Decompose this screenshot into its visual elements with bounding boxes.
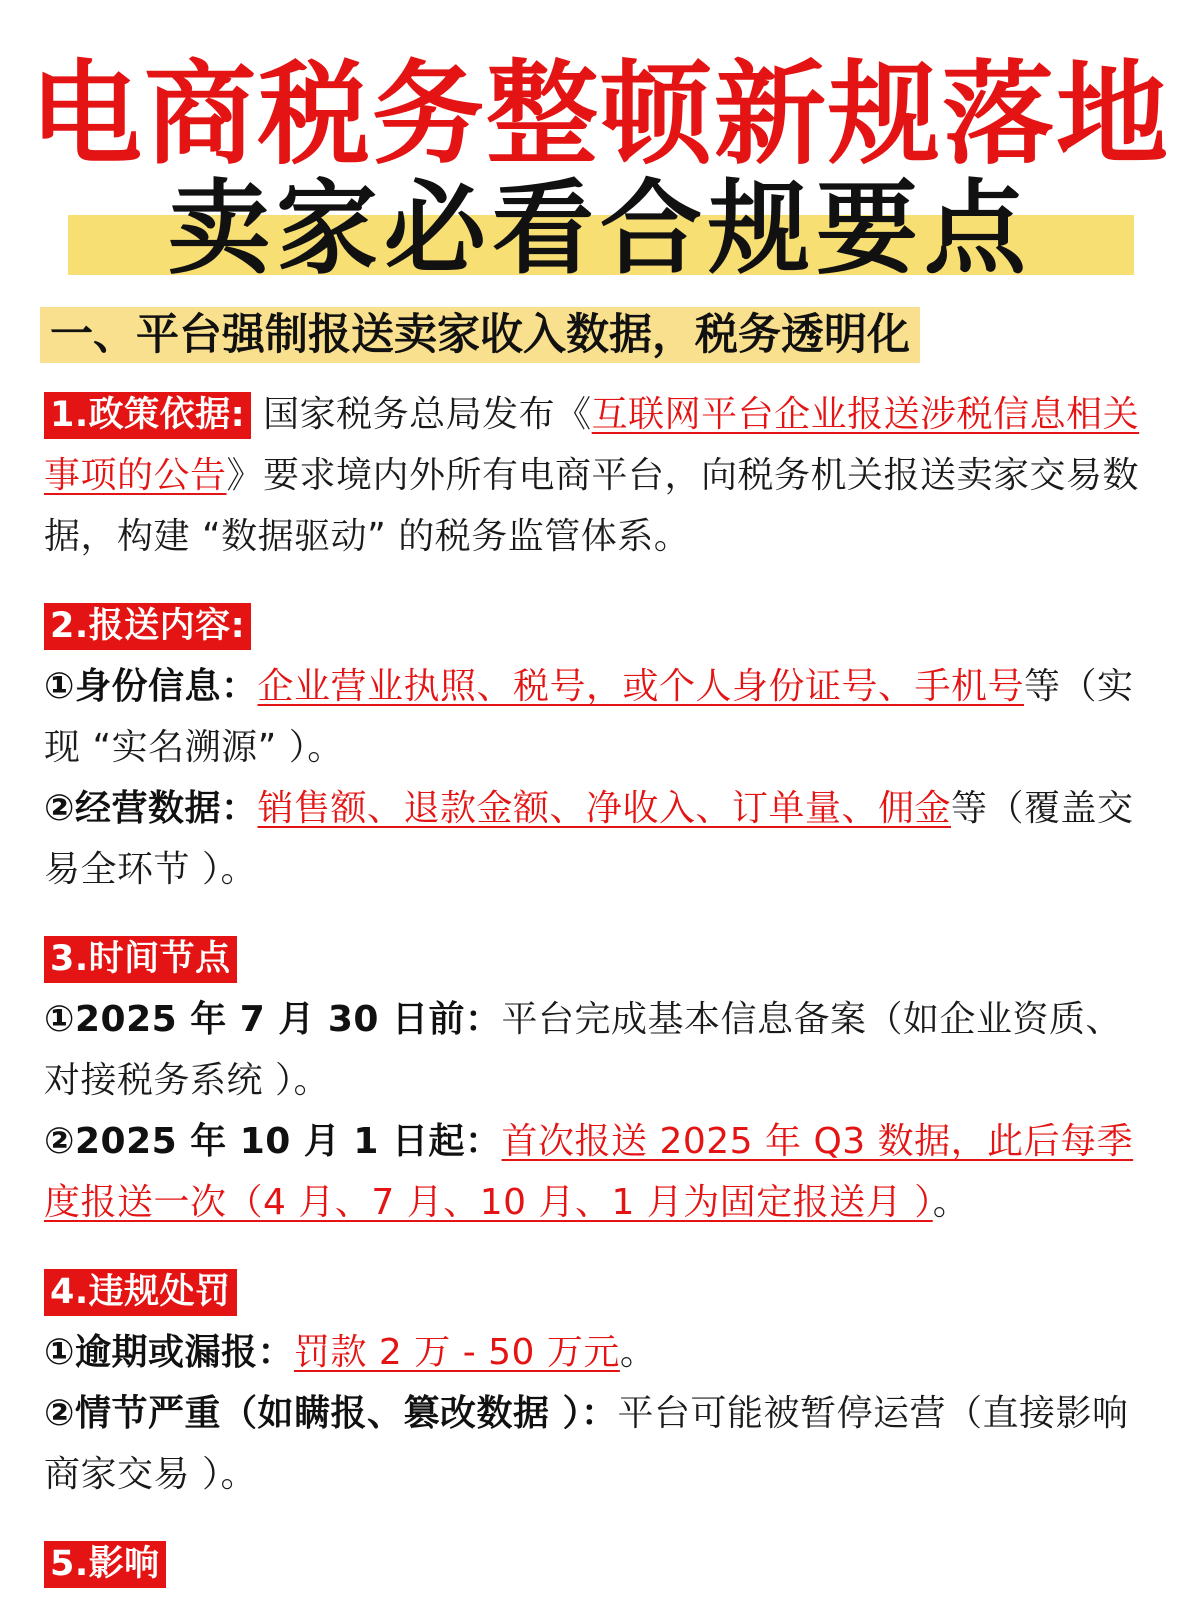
point-4-item-1-tail: 。 [619,1332,657,1373]
point-4-tag: 4.违规处罚 [44,1269,237,1316]
point-3-item-2 [44,1111,1156,1233]
point-2-item-2-label: ②经营数据： [44,788,258,829]
point-3-heading [44,928,1156,989]
announcement-link[interactable]: 互联网平台企业报送涉税信息相关事项的公告 [44,394,1140,496]
point-3-item-1-label: ①2025 年 7 月 30 日前： [44,999,502,1040]
point-5-tag: 5.影响 [44,1541,166,1588]
point-3-item-2-tail: 。 [932,1182,970,1223]
title-line-1: 电商税务整顿新规落地 [30,50,1170,180]
article-content [44,384,1156,1594]
point-4-item-2-label: ②情节严重（如瞒报、篡改数据 ）： [44,1393,618,1434]
point-2-item-1 [44,656,1156,778]
point-1 [44,384,1156,567]
point-1-tag: 1.政策依据: [44,392,251,439]
point-4-heading [44,1261,1156,1322]
point-2-item-2 [44,778,1156,900]
point-3-item-1 [44,989,1156,1111]
point-4-item-2 [44,1383,1156,1505]
point-2-heading [44,595,1156,656]
point-4-item-1 [44,1322,1156,1383]
point-4-item-2-text: 平台可能被暂停运营（直接影响商家交易 ）。 [44,1393,1129,1495]
point-4-item-1-label: ①逾期或漏报： [44,1332,294,1373]
point-3-item-2-label: ②2025 年 10 月 1 日起： [44,1121,502,1162]
point-2-item-1-label: ①身份信息： [44,666,258,707]
point-2-item-1-red: 企业营业执照、税号，或个人身份证号、手机号 [257,666,1024,707]
title-line-2: 卖家必看合规要点 [168,170,1032,289]
point-5-heading [44,1533,1156,1594]
point-2-item-2-tail: 等（覆盖交易全环节 ）。 [44,788,1134,890]
point-4-item-1-red: 罚款 2 万 - 50 万元 [293,1332,620,1373]
point-3-item-2-red: 首次报送 2025 年 Q3 数据，此后每季度报送一次（4 月、7 月、10 月、1 月为固定报送月 ） [44,1121,1134,1223]
section-heading: 一、平台强制报送卖家收入数据，税务透明化 [40,307,920,363]
point-1-text-b: 》要求境内外所有电商平台，向税务机关报送卖家交易数据，构建 “数据驱动” 的税务监管体系。 [44,455,1140,557]
point-2-item-2-red: 销售额、退款金额、净收入、订单量、佣金 [257,788,951,829]
point-2-item-1-tail: 等（实现 “实名溯源” ）。 [44,666,1134,768]
point-1-text-a: 国家税务总局发布《 [263,394,592,435]
point-2-tag: 2.报送内容: [44,603,251,650]
point-3-item-1-text: 平台完成基本信息备案（如企业资质、对接税务系统 ）。 [44,999,1123,1101]
point-3-tag: 3.时间节点 [44,936,237,983]
